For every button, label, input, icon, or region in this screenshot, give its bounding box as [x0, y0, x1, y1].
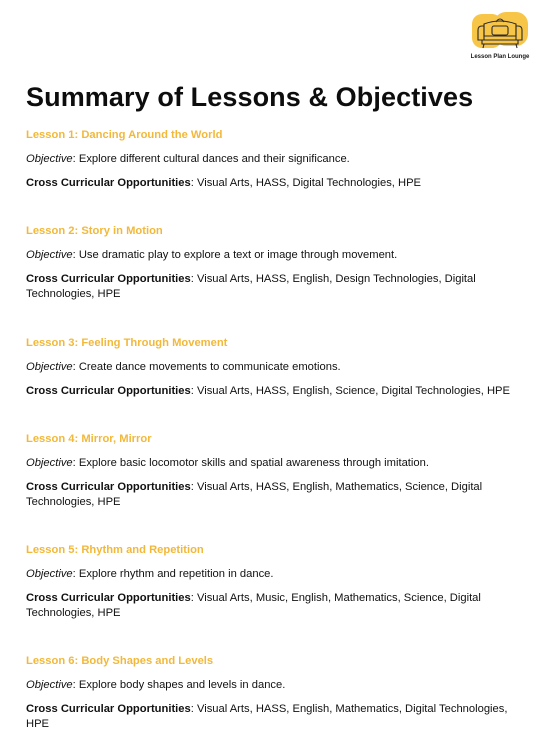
objective-text: : Explore rhythm and repetition in dance. [72, 568, 274, 580]
lesson-5 [26, 543, 526, 619]
lesson-cross-curricular [26, 702, 526, 732]
lesson-objective [26, 360, 341, 375]
objective-label: Objective [26, 153, 73, 165]
cco-label: Cross Curricular Opportunities [26, 177, 191, 189]
lesson-objective [26, 678, 285, 693]
page-title: Summary of Lessons & Objectives [26, 82, 474, 112]
lesson-4 [26, 432, 526, 508]
lesson-3 [26, 336, 526, 397]
lesson-title: Lesson 4: Mirror, Mirror [26, 433, 152, 445]
cco-label: Cross Curricular Opportunities [26, 481, 191, 493]
objective-label: Objective [26, 361, 73, 373]
lesson-objective [26, 152, 350, 167]
cco-text: : Visual Arts, Music, English, Mathematics, Science, Digital Technologies, HPE [26, 592, 481, 619]
lesson-cross-curricular [26, 176, 526, 191]
lesson-cross-curricular [26, 272, 526, 302]
lesson-title: Lesson 3: Feeling Through Movement [26, 337, 228, 349]
armchair-icon [466, 10, 534, 56]
objective-label: Objective [26, 568, 73, 580]
cco-text: : Visual Arts, HASS, English, Mathematics, Digital Technologies, HPE [26, 703, 508, 730]
lesson-title: Lesson 6: Body Shapes and Levels [26, 655, 214, 667]
cco-label: Cross Curricular Opportunities [26, 703, 191, 715]
lesson-2 [26, 224, 526, 300]
lesson-objective [26, 248, 397, 263]
objective-label: Objective [26, 457, 73, 469]
brand-logo [466, 10, 534, 66]
cco-label: Cross Curricular Opportunities [26, 273, 191, 285]
lesson-objective [26, 567, 274, 582]
lesson-cross-curricular [26, 591, 526, 621]
objective-label: Objective [26, 679, 73, 691]
cco-text: : Visual Arts, HASS, English, Design Technologies, Digital Technologies, HPE [26, 273, 476, 300]
lesson-cross-curricular [26, 480, 526, 510]
objective-text: : Use dramatic play to explore a text or image through movement. [72, 249, 398, 261]
objective-text: : Create dance movements to communicate emotions. [72, 361, 341, 373]
objective-text: : Explore body shapes and levels in dance. [72, 679, 286, 691]
lesson-title: Lesson 5: Rhythm and Repetition [26, 544, 204, 556]
cco-text: : Visual Arts, HASS, English, Mathematics, Science, Digital Technologies, HPE [26, 481, 483, 508]
lesson-title: Lesson 2: Story in Motion [26, 225, 163, 237]
cco-text: : Visual Arts, HASS, English, Science, Digital Technologies, HPE [190, 385, 510, 397]
lesson-6 [26, 654, 526, 730]
lesson-title: Lesson 1: Dancing Around the World [26, 129, 223, 141]
objective-text: : Explore different cultural dances and their significance. [72, 153, 350, 165]
lesson-cross-curricular [26, 384, 526, 399]
lesson-1 [26, 128, 526, 189]
cco-label: Cross Curricular Opportunities [26, 592, 191, 604]
lesson-objective [26, 456, 429, 471]
logo-text: Lesson Plan Lounge [470, 54, 530, 60]
objective-text: : Explore basic locomotor skills and spatial awareness through imitation. [72, 457, 429, 469]
cco-text: : Visual Arts, HASS, Digital Technologies, HPE [190, 177, 422, 189]
cco-label: Cross Curricular Opportunities [26, 385, 191, 397]
objective-label: Objective [26, 249, 73, 261]
